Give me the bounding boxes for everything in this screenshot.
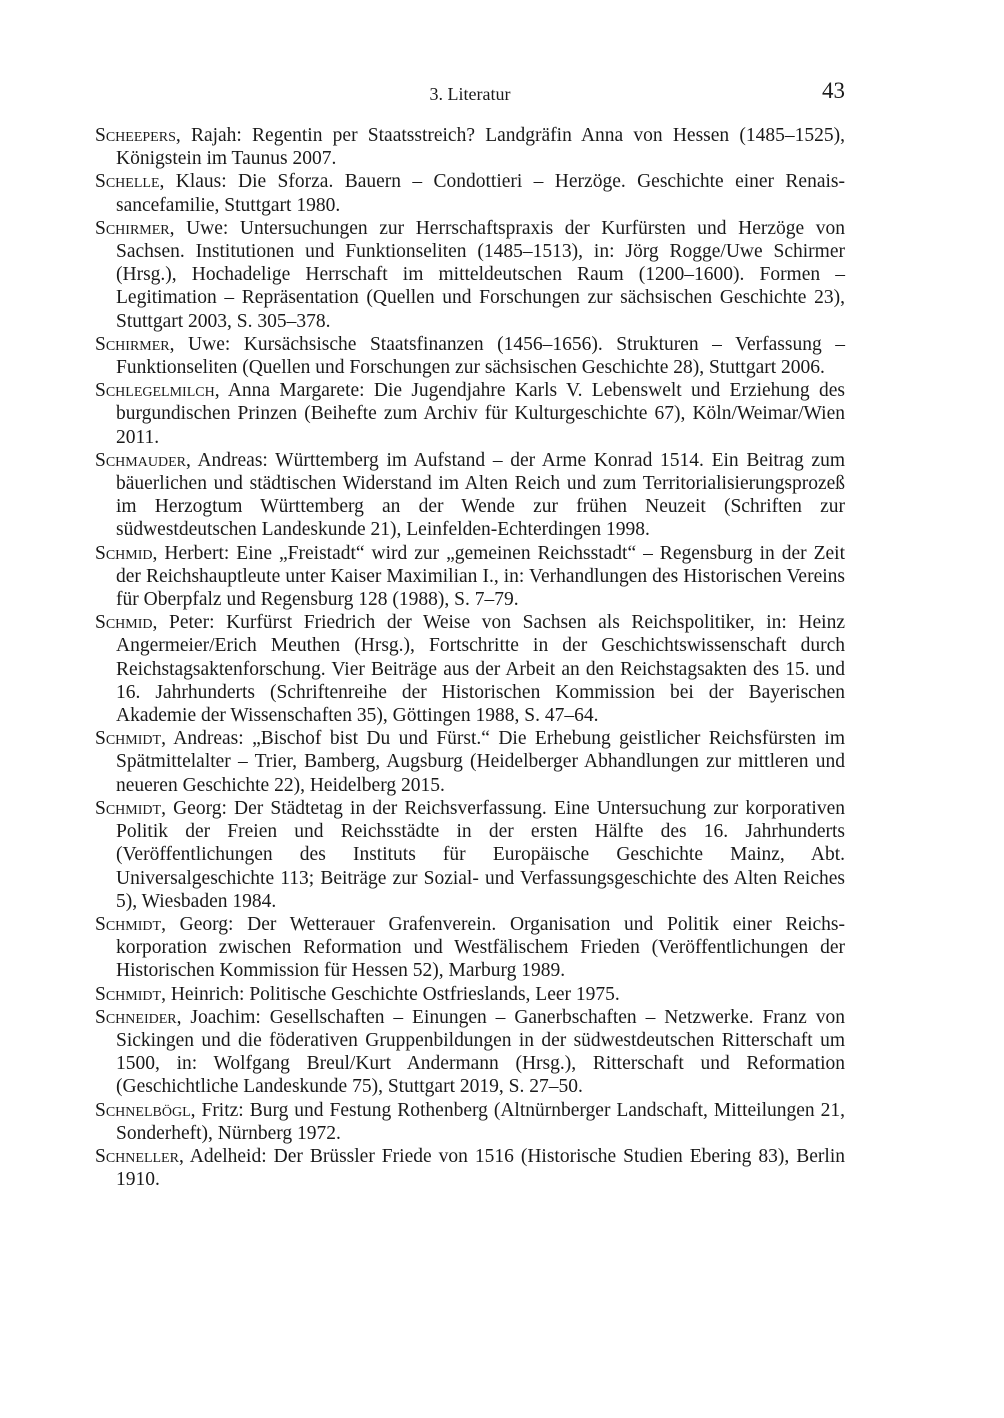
entry-author: Schirmer <box>95 217 170 239</box>
entry-author: Schneller <box>95 1145 179 1167</box>
bibliography-entry <box>95 983 845 1006</box>
bibliography-entry <box>95 170 845 216</box>
bibliography-entry <box>95 542 845 612</box>
entry-author: Schmidt <box>95 797 162 819</box>
entry-author: Schnelbögl <box>95 1099 191 1121</box>
page-header <box>95 78 845 110</box>
bibliography-entry <box>95 913 845 983</box>
entry-text: , Peter: Kurfürst Friedrich der Weise von Sachsen als Reichspolitiker, in: Heinz Angermeier/Erich Meuthen (Hrsg.), Fortschritte in der Geschichtswissenschaft durch Reichstagsaktenforschung. Vier Beiträge aus der Arbeit an den Reichstagsakten des 15. und 16. Jahrhunderts (Schriftenreihe der Historischen Kommission bei der Bayerischen Akademie der Wissenschaften 35), Göttingen 1988, S. 47–64. <box>116 612 845 727</box>
bibliography-entry <box>95 611 845 727</box>
entry-author: Schmidt <box>95 983 162 1005</box>
entry-author: Schmidt <box>95 728 162 750</box>
entry-author: Schneider <box>95 1006 177 1028</box>
entry-text: , Adelheid: Der Brüssler Friede von 1516 (Historische Studien Ebering 83), Berlin 1910. <box>116 1145 845 1191</box>
bibliography-entry <box>95 449 845 542</box>
entry-text: , Anna Margarete: Die Jugendjahre Karls V. Lebenswelt und Erziehung des burgundischen Prinzen (Beihefte zum Archiv für Kulturgeschichte 67), Köln/Weimar/Wien 2011. <box>116 380 845 448</box>
entry-author: Schirmer <box>95 333 170 355</box>
entry-author: Schlegelmilch <box>95 380 215 402</box>
entry-text: , Herbert: Eine „Freistadt“ wird zur „gemeinen Reichsstadt“ – Regensburg in der Zeit der Reichshauptleute unter Kaiser Maximilian I., in: Verhandlungen des Historischen Vereins für Oberpfalz und Regensburg 128 (1988), S. 7–79. <box>116 542 845 611</box>
entry-author: Scheepers <box>95 125 176 146</box>
entry-text: , Uwe: Untersuchungen zur Herrschaftspraxis der Kurfürsten und Herzöge von Sachsen. Institutionen und Funktionseliten (1485–1513), in: Jörg Rogge/Uwe Schirmer (Hrsg.), Hochadelige Herrschaft im mitteldeutschen Raum (1200–1600). Formen – Legitimation – Repräsentation (Quellen und Forschungen zur sächsischen Geschichte 23), Stuttgart 2003, S. 305–378. <box>116 217 845 332</box>
entry-text: , Klaus: Die Sforza. Bauern – Condottieri – Herzöge. Geschichte einer Renaissancefamilie, Stuttgart 1980. <box>116 171 845 216</box>
entry-text: , Rajah: Regentin per Staatsstreich? Landgräfin Anna von Hessen (1485–1525), Königstein im Taunus 2007. <box>116 125 845 170</box>
bibliography-entry <box>95 1145 845 1191</box>
entry-author: Schmid <box>95 542 153 564</box>
bibliography-entry <box>95 379 845 449</box>
entry-text: , Uwe: Kursächsische Staatsfinanzen (1456–1656). Strukturen – Verfassung – Funktionseliten (Quellen und Forschungen zur sächsischen Geschichte 28), Stuttgart 2006. <box>116 333 845 379</box>
entry-text: , Andreas: „Bischof bist Du und Fürst.“ Die Erhebung geistlicher Reichsfürsten im Spätmittelalter – Trier, Bamberg, Augsburg (Heidelberger Abhandlungen zur mittleren und neueren Geschichte 22), Heidelberg 2015. <box>116 728 845 796</box>
entry-author: Schelle <box>95 171 160 193</box>
bibliography-entry <box>95 1099 845 1145</box>
entry-text: , Georg: Der Städtetag in der Reichsverfassung. Eine Untersuchung zur korporativen Politik der Freien und Reichsstädte in der ersten Hälfte des 16. Jahrhunderts (Veröffentlichungen des Instituts für Europäische Geschichte Mainz, Abt. Universalgeschichte 113; Beiträge zur Sozial- und Verfassungsgeschichte des Alten Reiches 5), Wiesbaden 1984. <box>116 797 845 912</box>
page-number: 43 <box>822 78 845 103</box>
bibliography-entry <box>95 124 845 170</box>
entry-text: , Georg: Der Wetterauer Grafenverein. Organisation und Politik einer Reichskorporation zwischen Reformation und Westfälischem Frieden (Veröffentlichungen der Historischen Kommission für Hessen 52), Marburg 1989. <box>116 913 845 982</box>
entry-text: , Andreas: Württemberg im Aufstand – der Arme Konrad 1514. Ein Beitrag zum bäuerlichen und städtischen Widerstand im Alten Reich und zum Territorialisierungsprozeß im Herzogtum Württemberg an der Wende zur frühen Neuzeit (Schriften zur südwestdeutschen Landeskunde 21), Leinfelden-Echterdingen 1998. <box>116 449 845 541</box>
running-head: 3. Literatur <box>429 84 511 104</box>
entry-text: , Joachim: Gesellschaften – Einungen – Ganerbschaften – Netzwerke. Franz von Sickingen und die föderativen Gruppenbildungen in der südwestdeutschen Ritterschaft um 1500, in: Wolfgang Breul/Kurt Andermann (Hrsg.), Ritterschaft und Reformation (Geschichtliche Landeskunde 75), Stuttgart 2019, S. 27–50. <box>116 1006 845 1098</box>
entry-text: , Fritz: Burg und Festung Rothenberg (Altnürnberger Landschaft, Mitteilungen 21, Sonderheft), Nürnberg 1972. <box>116 1099 845 1144</box>
bibliography-entry <box>95 1006 845 1099</box>
entry-text: , Heinrich: Politische Geschichte Ostfrieslands, Leer 1975. <box>161 983 620 1005</box>
entry-author: Schmidt <box>95 913 162 935</box>
bibliography-entry <box>95 727 845 797</box>
entry-author: Schmauder <box>95 449 186 471</box>
bibliography-list <box>95 124 845 1191</box>
bibliography-entry <box>95 217 845 333</box>
bibliography-entry <box>95 797 845 913</box>
entry-author: Schmid <box>95 612 153 634</box>
bibliography-entry <box>95 333 845 379</box>
